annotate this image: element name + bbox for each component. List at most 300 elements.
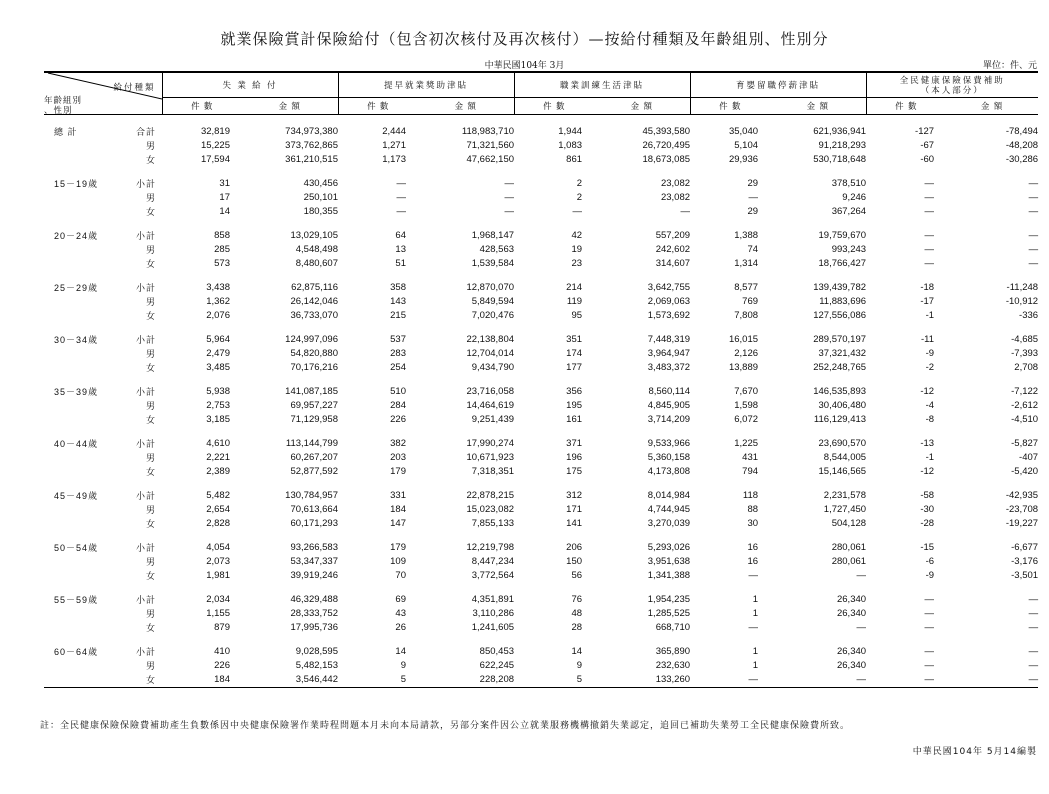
table-row bbox=[44, 645, 1038, 659]
count-cell: — bbox=[924, 594, 935, 605]
amount-cell: 52,877,592 bbox=[290, 466, 338, 477]
count-cell: 351 bbox=[566, 334, 583, 345]
count-cell: 510 bbox=[390, 386, 406, 397]
count-cell: 4,610 bbox=[206, 438, 230, 449]
table-row bbox=[44, 593, 1038, 607]
benefits-table bbox=[44, 71, 1038, 688]
count-cell: 184 bbox=[390, 504, 406, 515]
sex-label: 男 bbox=[145, 609, 156, 619]
amount-cell: 26,340 bbox=[836, 608, 867, 619]
count-cell: -8 bbox=[925, 414, 935, 425]
table-row bbox=[44, 517, 1038, 531]
count-cell: -12 bbox=[920, 386, 935, 397]
count-cell: 214 bbox=[566, 282, 583, 293]
count-cell: 794 bbox=[742, 466, 759, 477]
amount-cell: 26,340 bbox=[836, 594, 867, 605]
count-cell: 17 bbox=[219, 192, 230, 203]
amount-cell: 124,997,096 bbox=[285, 334, 338, 345]
amount-cell: 10,671,923 bbox=[466, 452, 515, 463]
amount-cell: 7,448,319 bbox=[647, 334, 691, 345]
sex-label: 小計 bbox=[135, 335, 156, 345]
amount-cell: 12,704,014 bbox=[466, 348, 515, 359]
count-cell: 29 bbox=[747, 206, 759, 217]
unit-label: 單位：件、元 bbox=[982, 61, 1037, 71]
count-cell: 215 bbox=[390, 310, 406, 321]
count-cell: 16 bbox=[747, 556, 759, 567]
count-cell: 2,076 bbox=[206, 310, 230, 321]
count-cell: 184 bbox=[162, 673, 242, 688]
count-cell: 29,936 bbox=[728, 154, 759, 165]
age-group-label bbox=[44, 191, 130, 205]
amount-cell: — bbox=[504, 206, 515, 217]
table-row bbox=[44, 569, 1038, 583]
sex-label: 男 bbox=[145, 141, 156, 151]
sex-label: 男 bbox=[145, 349, 156, 359]
amount-column-header: 金 額 bbox=[946, 98, 1038, 115]
age-group-label bbox=[44, 153, 130, 167]
sex-label: 合計 bbox=[135, 127, 156, 137]
sex-label: 男 bbox=[145, 557, 156, 567]
age-group-label bbox=[44, 257, 130, 271]
count-cell: — bbox=[924, 646, 935, 657]
spacer-cell bbox=[44, 427, 1038, 437]
count-cell: 119 bbox=[566, 296, 583, 307]
amount-cell: -19,227 bbox=[1005, 518, 1039, 529]
count-cell: 254 bbox=[390, 362, 406, 373]
count-cell: 171 bbox=[566, 504, 583, 515]
count-cell: 177 bbox=[566, 362, 583, 373]
count-column-header: 件 數 bbox=[690, 98, 770, 115]
count-cell: 56 bbox=[571, 570, 583, 581]
amount-column-header: 金 額 bbox=[594, 98, 690, 115]
table-row bbox=[44, 125, 1038, 139]
table-row bbox=[44, 413, 1038, 427]
count-cell: 858 bbox=[214, 230, 230, 241]
age-group-label: 25－29歲 bbox=[54, 283, 99, 293]
table-row bbox=[44, 309, 1038, 323]
table-row bbox=[44, 465, 1038, 479]
count-cell: — bbox=[748, 570, 759, 581]
count-cell: 1,944 bbox=[558, 126, 583, 137]
amount-cell: 8,560,114 bbox=[648, 386, 691, 397]
amount-cell: 17,990,274 bbox=[466, 438, 515, 449]
count-cell: -1 bbox=[925, 310, 935, 321]
table-corner-header bbox=[44, 72, 162, 115]
count-cell: -30 bbox=[920, 504, 935, 515]
age-group-label: 35－39歲 bbox=[54, 387, 99, 397]
amount-cell: -2,612 bbox=[1011, 400, 1039, 411]
age-group-label bbox=[44, 659, 130, 673]
count-cell: 226 bbox=[214, 660, 230, 671]
amount-cell: 280,061 bbox=[831, 542, 867, 553]
amount-cell: 22,138,804 bbox=[466, 334, 515, 345]
amount-cell: — bbox=[1028, 660, 1039, 671]
count-cell: 1,173 bbox=[382, 154, 406, 165]
amount-cell: 37,321,432 bbox=[818, 348, 867, 359]
amount-cell: 60,267,207 bbox=[290, 452, 338, 463]
sex-label: 女 bbox=[145, 311, 156, 321]
amount-cell: 15,023,082 bbox=[466, 504, 515, 515]
table-row bbox=[44, 451, 1038, 465]
spacer-cell bbox=[44, 219, 1038, 229]
amount-cell: 530,718,648 bbox=[813, 154, 867, 165]
table-row bbox=[44, 385, 1038, 399]
amount-column-header: 金 額 bbox=[242, 98, 338, 115]
count-cell: 371 bbox=[566, 438, 583, 449]
amount-cell: 4,173,808 bbox=[647, 466, 691, 477]
age-group-label bbox=[44, 205, 130, 219]
amount-cell: 5,293,026 bbox=[647, 542, 691, 553]
amount-cell: 127,556,086 bbox=[813, 310, 867, 321]
amount-cell: -23,708 bbox=[1005, 504, 1039, 515]
amount-cell: 13,029,105 bbox=[290, 230, 338, 241]
amount-cell: 280,061 bbox=[831, 556, 867, 567]
table-row bbox=[44, 139, 1038, 153]
count-cell: — bbox=[924, 178, 935, 189]
amount-cell: — bbox=[946, 673, 1038, 688]
count-cell: 4,054 bbox=[206, 542, 230, 553]
count-cell: — bbox=[748, 622, 759, 633]
count-cell: — bbox=[866, 673, 946, 688]
count-cell: 7,808 bbox=[734, 310, 759, 321]
amount-cell: 9,533,966 bbox=[647, 438, 691, 449]
amount-cell: -48,208 bbox=[1005, 140, 1039, 151]
count-cell: 51 bbox=[395, 258, 406, 269]
amount-cell: 130,784,957 bbox=[285, 490, 338, 501]
count-cell: -58 bbox=[920, 490, 935, 501]
count-cell: 8,577 bbox=[734, 282, 759, 293]
count-cell: -67 bbox=[920, 140, 935, 151]
amount-cell: -10,912 bbox=[1005, 296, 1039, 307]
amount-cell: 367,264 bbox=[831, 206, 867, 217]
amount-cell: 3,951,638 bbox=[647, 556, 691, 567]
count-cell: 537 bbox=[390, 334, 406, 345]
age-group-label bbox=[44, 569, 130, 583]
table-row bbox=[44, 489, 1038, 503]
amount-cell: — bbox=[504, 178, 515, 189]
count-cell: 14 bbox=[395, 646, 406, 657]
spacer-cell bbox=[44, 167, 1038, 177]
count-cell: 1,598 bbox=[734, 400, 759, 411]
age-group-label bbox=[44, 517, 130, 531]
count-cell: 3,485 bbox=[206, 362, 230, 373]
amount-cell: 45,393,580 bbox=[642, 126, 691, 137]
count-cell: 17,594 bbox=[200, 154, 230, 165]
count-cell: 175 bbox=[566, 466, 583, 477]
spacer-cell bbox=[44, 323, 1038, 333]
amount-cell: 2,231,578 bbox=[823, 490, 867, 501]
amount-cell: 1,341,388 bbox=[647, 570, 691, 581]
amount-cell: 378,510 bbox=[831, 178, 867, 189]
sex-label: 男 bbox=[145, 661, 156, 671]
age-group-label: 60－64歲 bbox=[54, 647, 99, 657]
group-header: 失 業 給 付 bbox=[162, 72, 338, 98]
spacer-cell bbox=[44, 115, 1038, 126]
amount-cell: 5,360,158 bbox=[647, 452, 691, 463]
amount-cell: 3,270,039 bbox=[647, 518, 691, 529]
amount-cell: 8,014,984 bbox=[647, 490, 691, 501]
amount-cell: 504,128 bbox=[831, 518, 867, 529]
count-cell: 2 bbox=[576, 192, 583, 203]
sex-label: 小計 bbox=[135, 387, 156, 397]
sex-label: 女 bbox=[145, 155, 156, 165]
amount-cell: -4,685 bbox=[1011, 334, 1039, 345]
count-cell: 284 bbox=[390, 400, 406, 411]
amount-cell: 28,333,752 bbox=[290, 608, 338, 619]
count-cell: 16,015 bbox=[728, 334, 759, 345]
count-cell: 2,221 bbox=[206, 452, 230, 463]
amount-cell: 8,544,005 bbox=[823, 452, 867, 463]
amount-cell: 1,573,692 bbox=[647, 310, 691, 321]
count-cell: 1,155 bbox=[206, 608, 230, 619]
count-cell: 14 bbox=[571, 646, 583, 657]
age-group-label bbox=[44, 413, 130, 427]
table-row bbox=[44, 281, 1038, 295]
amount-cell: 23,690,570 bbox=[818, 438, 867, 449]
amount-cell: 62,875,116 bbox=[291, 282, 338, 293]
count-cell: 2,753 bbox=[206, 400, 230, 411]
count-cell: 1 bbox=[752, 608, 759, 619]
amount-cell: 9,246 bbox=[842, 192, 867, 203]
count-cell: 88 bbox=[747, 504, 759, 515]
count-cell: 6,072 bbox=[734, 414, 759, 425]
amount-cell: -3,501 bbox=[1011, 570, 1039, 581]
count-cell: 285 bbox=[214, 244, 230, 255]
count-cell: 1,362 bbox=[206, 296, 230, 307]
count-cell: 861 bbox=[566, 154, 583, 165]
count-column-header: 件 數 bbox=[514, 98, 594, 115]
amount-cell: -78,494 bbox=[1005, 126, 1039, 137]
count-cell: 109 bbox=[390, 556, 406, 567]
count-cell: 141 bbox=[566, 518, 583, 529]
sex-label: 女 bbox=[145, 571, 156, 581]
age-group-label: 20－24歲 bbox=[54, 231, 99, 241]
count-cell: 9 bbox=[576, 660, 583, 671]
spacer-cell bbox=[44, 479, 1038, 489]
table-row bbox=[44, 361, 1038, 375]
amount-cell: 993,243 bbox=[831, 244, 867, 255]
count-cell: 150 bbox=[566, 556, 583, 567]
sex-label: 男 bbox=[145, 245, 156, 255]
count-cell: 32,819 bbox=[200, 126, 230, 137]
count-cell: 23 bbox=[571, 258, 583, 269]
count-cell: 5,104 bbox=[734, 140, 759, 151]
group-header bbox=[866, 72, 1038, 98]
age-group-label: 15－19歲 bbox=[54, 179, 99, 189]
amount-cell: 361,210,515 bbox=[285, 154, 338, 165]
sex-label: 小計 bbox=[135, 647, 156, 657]
report-period: 中華民國104年 3月 bbox=[484, 61, 565, 71]
count-cell: — bbox=[572, 206, 583, 217]
amount-cell: 26,340 bbox=[836, 660, 867, 671]
count-cell: -1 bbox=[925, 452, 935, 463]
amount-cell: 1,241,605 bbox=[471, 622, 515, 633]
count-cell: 143 bbox=[390, 296, 406, 307]
count-cell: 9 bbox=[400, 660, 406, 671]
amount-cell: 850,453 bbox=[479, 646, 515, 657]
sex-label: 小計 bbox=[135, 439, 156, 449]
count-cell: 16 bbox=[747, 542, 759, 553]
amount-cell: 9,251,439 bbox=[471, 414, 515, 425]
age-group-label: 30－34歲 bbox=[54, 335, 99, 345]
count-cell: -9 bbox=[925, 570, 935, 581]
footnote: 註：全民健康保險保險費補助產生負數係因中央健康保險署作業時程問題本月未向本局請款，另部分案件因公立就業服務機構撤銷失業認定，追回已補助失業勞工全民健康保險費所致。 bbox=[40, 721, 851, 731]
amount-cell: 621,936,941 bbox=[813, 126, 867, 137]
count-cell: 48 bbox=[571, 608, 583, 619]
amount-cell: 46,329,488 bbox=[290, 594, 338, 605]
sex-label: 女 bbox=[145, 363, 156, 373]
group-header: 提早就業獎助津貼 bbox=[338, 72, 514, 98]
amount-cell: 1,954,235 bbox=[647, 594, 691, 605]
count-cell: — bbox=[924, 206, 935, 217]
table-row bbox=[44, 541, 1038, 555]
count-cell: 358 bbox=[390, 282, 406, 293]
amount-cell: 3,772,564 bbox=[471, 570, 515, 581]
count-cell: 3,185 bbox=[206, 414, 230, 425]
amount-cell: 2,708 bbox=[1014, 362, 1039, 373]
group-header-line1: 全民健康保險保費補助 bbox=[899, 75, 1005, 85]
count-cell: 2,828 bbox=[206, 518, 230, 529]
amount-cell: 557,209 bbox=[655, 230, 691, 241]
age-group-label bbox=[44, 243, 130, 257]
age-group-label: 50－54歲 bbox=[54, 543, 99, 553]
count-cell: 19 bbox=[571, 244, 583, 255]
amount-cell: 242,602 bbox=[655, 244, 691, 255]
amount-cell: 47,662,150 bbox=[466, 154, 515, 165]
count-cell: — bbox=[396, 178, 406, 189]
count-cell: 15,225 bbox=[200, 140, 230, 151]
amount-cell: 71,321,560 bbox=[466, 140, 515, 151]
count-cell: 203 bbox=[390, 452, 406, 463]
age-group-label bbox=[44, 295, 130, 309]
count-cell: 5 bbox=[338, 673, 418, 688]
count-cell: 13 bbox=[395, 244, 406, 255]
amount-cell: 4,744,945 bbox=[647, 504, 691, 515]
amount-cell: 1,285,525 bbox=[647, 608, 691, 619]
count-cell: 118 bbox=[742, 490, 759, 501]
count-cell: 1 bbox=[752, 646, 759, 657]
amount-cell: 5,482,153 bbox=[295, 660, 338, 671]
count-cell: — bbox=[924, 622, 935, 633]
amount-cell: 14,464,619 bbox=[466, 400, 515, 411]
table-row bbox=[44, 437, 1038, 451]
count-cell: 5 bbox=[514, 673, 594, 688]
count-column-header: 件 數 bbox=[866, 98, 946, 115]
amount-cell: -42,935 bbox=[1005, 490, 1039, 501]
amount-cell: 289,570,197 bbox=[813, 334, 867, 345]
count-cell: 35,040 bbox=[728, 126, 759, 137]
count-cell: 283 bbox=[390, 348, 406, 359]
count-cell: 179 bbox=[390, 466, 406, 477]
sex-label: 男 bbox=[145, 401, 156, 411]
count-cell: 382 bbox=[390, 438, 406, 449]
spacer-cell bbox=[44, 583, 1038, 593]
amount-cell: 23,082 bbox=[660, 178, 691, 189]
count-cell: -127 bbox=[915, 126, 935, 137]
amount-cell: 113,144,799 bbox=[285, 438, 338, 449]
count-cell: 147 bbox=[390, 518, 406, 529]
table-row bbox=[44, 229, 1038, 243]
age-group-label bbox=[44, 361, 130, 375]
table-row bbox=[44, 503, 1038, 517]
sex-label: 女 bbox=[145, 623, 156, 633]
count-cell: 2,034 bbox=[206, 594, 230, 605]
amount-cell: -30,286 bbox=[1005, 154, 1039, 165]
count-cell: -13 bbox=[920, 438, 935, 449]
count-cell: 70 bbox=[395, 570, 406, 581]
count-cell: 26 bbox=[395, 622, 406, 633]
count-cell: 879 bbox=[214, 622, 230, 633]
table-row bbox=[44, 555, 1038, 569]
count-cell: 3,438 bbox=[206, 282, 230, 293]
count-cell: -17 bbox=[920, 296, 935, 307]
amount-cell: — bbox=[1028, 258, 1039, 269]
count-cell: -60 bbox=[920, 154, 935, 165]
count-cell: -15 bbox=[920, 542, 935, 553]
amount-cell: -7,122 bbox=[1011, 386, 1039, 397]
count-cell: — bbox=[924, 258, 935, 269]
amount-cell: 4,548,498 bbox=[295, 244, 338, 255]
sex-label: 女 bbox=[145, 415, 156, 425]
amount-cell: 668,710 bbox=[655, 622, 691, 633]
count-cell: 2,073 bbox=[206, 556, 230, 567]
age-group-label bbox=[44, 673, 130, 688]
age-group-label bbox=[44, 347, 130, 361]
count-cell: 74 bbox=[747, 244, 759, 255]
count-cell: — bbox=[748, 192, 759, 203]
count-cell: 331 bbox=[390, 490, 406, 501]
amount-cell: — bbox=[1028, 622, 1039, 633]
table-row bbox=[44, 399, 1038, 413]
count-cell: 2,389 bbox=[206, 466, 230, 477]
count-cell: 76 bbox=[571, 594, 583, 605]
amount-cell: 36,733,070 bbox=[290, 310, 338, 321]
count-cell: 42 bbox=[571, 230, 583, 241]
amount-cell: 139,439,782 bbox=[813, 282, 867, 293]
sex-label: 女 bbox=[145, 259, 156, 269]
spacer-cell bbox=[44, 635, 1038, 645]
age-group-label: 45－49歲 bbox=[54, 491, 99, 501]
count-cell: -28 bbox=[920, 518, 935, 529]
count-cell: -4 bbox=[925, 400, 935, 411]
count-cell: -18 bbox=[920, 282, 935, 293]
amount-cell: 146,535,893 bbox=[813, 386, 867, 397]
sex-label: 小計 bbox=[135, 543, 156, 553]
count-cell: 1,388 bbox=[734, 230, 759, 241]
sex-label: 小計 bbox=[135, 231, 156, 241]
spacer-cell bbox=[44, 531, 1038, 541]
benefit-type-label: 給付種類 bbox=[113, 82, 156, 92]
count-cell: 1 bbox=[752, 594, 759, 605]
amount-cell: 4,351,891 bbox=[471, 594, 515, 605]
table-row bbox=[44, 621, 1038, 635]
sex-label: 小計 bbox=[135, 595, 156, 605]
amount-cell: 314,607 bbox=[655, 258, 691, 269]
count-cell: 2,444 bbox=[382, 126, 406, 137]
count-cell: — bbox=[396, 192, 406, 203]
amount-cell: 22,878,215 bbox=[466, 490, 515, 501]
sex-label: 男 bbox=[145, 505, 156, 515]
amount-cell: -5,420 bbox=[1011, 466, 1039, 477]
count-cell: 13,889 bbox=[728, 362, 759, 373]
amount-cell: 1,727,450 bbox=[823, 504, 867, 515]
count-cell: 28 bbox=[571, 622, 583, 633]
amount-cell: -11,248 bbox=[1006, 282, 1039, 293]
count-cell: — bbox=[396, 206, 406, 217]
amount-cell: 373,762,865 bbox=[285, 140, 338, 151]
amount-cell: — bbox=[1028, 192, 1039, 203]
amount-cell: 228,208 bbox=[418, 673, 514, 688]
